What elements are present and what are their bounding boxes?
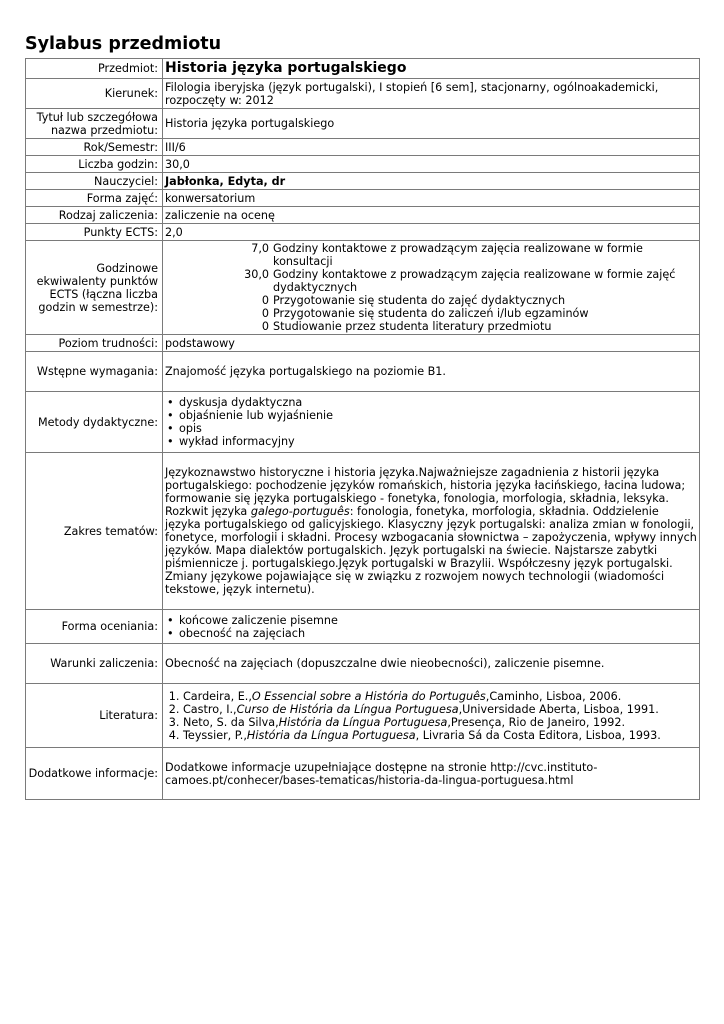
value-literatura: [163, 684, 700, 748]
value-ekwiwalenty: [163, 241, 700, 335]
row-poziom: [26, 335, 700, 352]
lit-title: História da Língua Portuguesa: [246, 728, 416, 742]
hours-item: [165, 242, 697, 268]
row-przedmiot: [26, 59, 700, 79]
list-item: [183, 716, 697, 729]
lit-publisher: , Livraria Sá da Costa Editora, Lisboa, 1993.: [415, 728, 661, 742]
value-zaliczenie: zaliczenie na ocenę: [163, 207, 700, 224]
value-nauczyciel: Jabłonka, Edyta, dr: [163, 173, 700, 190]
lit-title: O Essencial sobre a História do Português: [251, 689, 486, 703]
hours-value: 7,0: [251, 242, 269, 255]
row-warunki: [26, 644, 700, 684]
lit-publisher: ,Presença, Rio de Janeiro, 1992.: [447, 715, 626, 729]
methods-list: [165, 396, 697, 448]
page-title: Sylabus przedmiotu: [25, 34, 222, 54]
label-tytul: Tytuł lub szczegółowa nazwa przedmiotu:: [26, 109, 163, 139]
syllabus-table: [25, 58, 700, 800]
list-item: [183, 729, 697, 742]
row-forma: [26, 190, 700, 207]
lit-author: Castro, I.,: [183, 702, 237, 716]
label-zakres: Zakres tematów:: [26, 453, 163, 610]
hours-description: Godziny kontaktowe z prowadzącym zajęcia realizowane w formie konsultacji: [273, 242, 643, 268]
topics-italic: galego-português: [250, 505, 350, 518]
label-ocenianie: Forma oceniania:: [26, 610, 163, 644]
list-item: [183, 703, 697, 716]
value-godziny: 30,0: [163, 156, 700, 173]
lit-title: Curso de História da Língua Portuguesa: [236, 702, 459, 716]
row-kierunek: [26, 79, 700, 109]
row-ocenianie: [26, 610, 700, 644]
row-zakres: [26, 453, 700, 610]
value-ects: 2,0: [163, 224, 700, 241]
list-item: • dyskusja dydaktyczna: [179, 396, 697, 409]
hours-description: Przygotowanie się studenta do zaliczeń i/lub egzaminów: [273, 307, 589, 320]
hours-value: 30,0: [244, 268, 269, 281]
hours-item: [165, 268, 697, 294]
label-kierunek: Kierunek:: [26, 79, 163, 109]
label-warunki: Warunki zaliczenia:: [26, 644, 163, 684]
label-metody: Metody dydaktyczne:: [26, 392, 163, 453]
label-przedmiot: Przedmiot:: [26, 59, 163, 79]
row-ekwiwalenty: [26, 241, 700, 335]
value-tytul: Historia języka portugalskiego: [163, 109, 700, 139]
grading-list: [165, 614, 697, 640]
label-dodatkowe: Dodatkowe informacje:: [26, 748, 163, 800]
hours-description: Przygotowanie się studenta do zajęć dydaktycznych: [273, 294, 566, 307]
list-item: [183, 690, 697, 703]
list-item: • objaśnienie lub wyjaśnienie: [179, 409, 697, 422]
value-dodatkowe: Dodatkowe informacje uzupełniające dostępne na stronie http://cvc.instituto-camoes.pt/conhecer/bases-tematicas/historia-da-lingua-portuguesa.html: [163, 748, 700, 800]
row-wymagania: [26, 352, 700, 392]
row-godziny: [26, 156, 700, 173]
hours-value: 0: [261, 294, 269, 307]
label-poziom: Poziom trudności:: [26, 335, 163, 352]
label-forma: Forma zajęć:: [26, 190, 163, 207]
value-ocenianie: [163, 610, 700, 644]
value-kierunek: Filologia iberyjska (język portugalski), I stopień [6 sem], stacjonarny, ogólnoakademicki, rozpoczęty w: 2012: [163, 79, 700, 109]
hours-value: 0: [261, 320, 269, 333]
label-literatura: Literatura:: [26, 684, 163, 748]
value-przedmiot: Historia języka portugalskiego: [163, 59, 700, 79]
lit-author: Cardeira, E.,: [183, 689, 252, 703]
hours-item: [165, 307, 697, 320]
value-metody: [163, 392, 700, 453]
label-nauczyciel: Nauczyciel:: [26, 173, 163, 190]
topics-text: Językoznawstwo historyczne i historia języka.Najważniejsze zagadnienia z historii języka portugalskiego: pochodzenie języków romańskich, historia języka łacińskiego, łacina ludowa; formowanie się języka portugalskiego - fonetyka, fonologia, morfologia, składnia, leksyka. Rozkwit języka: [165, 466, 686, 518]
label-wymagania: Wstępne wymagania:: [26, 352, 163, 392]
lit-author: Neto, S. da Silva,: [183, 715, 279, 729]
list-item: • wykład informacyjny: [179, 435, 697, 448]
row-tytul: [26, 109, 700, 139]
list-item: • końcowe zaliczenie pisemne: [179, 614, 697, 627]
list-item: • obecność na zajęciach: [179, 627, 697, 640]
row-literatura: [26, 684, 700, 748]
label-zaliczenie: Rodzaj zaliczenia:: [26, 207, 163, 224]
hours-description: Godziny kontaktowe z prowadzącym zajęcia realizowane w formie zajęć dydaktycznych: [273, 268, 676, 294]
value-rok: III/6: [163, 139, 700, 156]
value-wymagania: Znajomość języka portugalskiego na poziomie B1.: [163, 352, 700, 392]
lit-publisher: ,Caminho, Lisboa, 2006.: [485, 689, 622, 703]
hours-value: 0: [261, 307, 269, 320]
row-rok: [26, 139, 700, 156]
value-zakres: [163, 453, 700, 610]
hours-list: [165, 242, 697, 333]
value-warunki: Obecność na zajęciach (dopuszczalne dwie nieobecności), zaliczenie pisemne.: [163, 644, 700, 684]
list-item: • opis: [179, 422, 697, 435]
row-zaliczenie: [26, 207, 700, 224]
lit-publisher: ,Universidade Aberta, Lisboa, 1991.: [458, 702, 659, 716]
row-dodatkowe: [26, 748, 700, 800]
topics-text-continued: : fonologia, fonetyka, morfologia, składnia. Oddzielenie języka portugalskiego od galicyjskiego. Klasyczny język portugalski: analiza zmian w fonologii, fonetyce, morfologii i składni. Procesy wzbogacania słownictwa – zapożyczenia, wpływy innych języków. Mapa dialektów portugalskich. Język portugalski na świecie. Najstarsze zabytki piśmiennicze j. portugalskiego.Język portugalski w Brazylii. Współczesny język portugalski. Zmiany językowe pojawiające się w związku z rozwojem nowych technologii (wiadomości tekstowe, język internetu).: [165, 505, 697, 596]
hours-description: Studiowanie przez studenta literatury przedmiotu: [273, 320, 552, 333]
lit-author: Teyssier, P.,: [183, 728, 247, 742]
value-poziom: podstawowy: [163, 335, 700, 352]
label-rok: Rok/Semestr:: [26, 139, 163, 156]
value-forma: konwersatorium: [163, 190, 700, 207]
hours-item: [165, 294, 697, 307]
label-ects: Punkty ECTS:: [26, 224, 163, 241]
label-ekwiwalenty: Godzinowe ekwiwalenty punktów ECTS (łączna liczba godzin w semestrze):: [26, 241, 163, 335]
lit-title: História da Língua Portuguesa: [278, 715, 448, 729]
hours-item: [165, 320, 697, 333]
row-nauczyciel: [26, 173, 700, 190]
literature-list: [165, 690, 697, 742]
row-ects: [26, 224, 700, 241]
row-metody: [26, 392, 700, 453]
label-godziny: Liczba godzin:: [26, 156, 163, 173]
